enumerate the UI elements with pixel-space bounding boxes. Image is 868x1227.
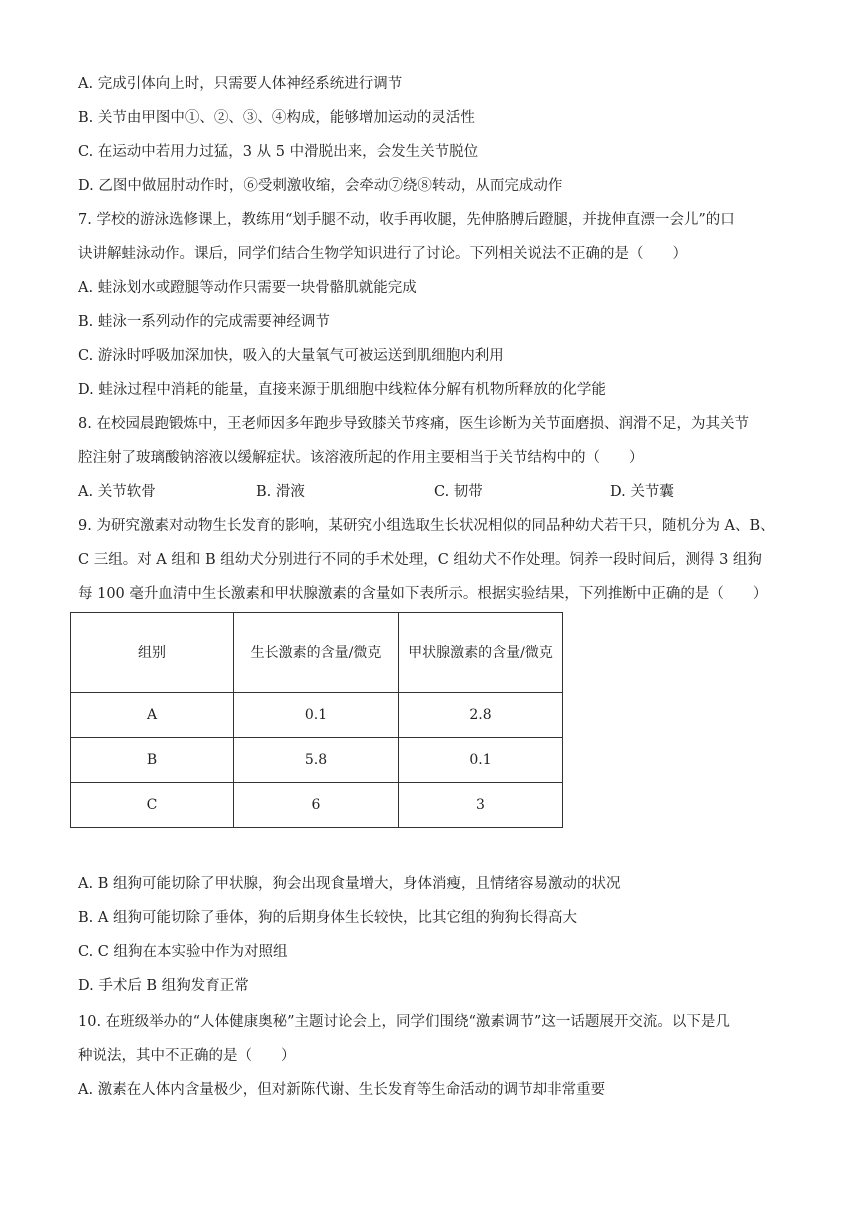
q7-stem-line-1: 7. 学校的游泳选修课上，教练用“划手腿不动，收手再收腿，先伸胳膊后蹬腿，并拢伸直漂一会儿”的口 [78,212,735,228]
table-header-cell: 甲状腺激素的含量/微克 [399,613,563,693]
table-cell: 6 [234,783,399,828]
q7-option-c: C. 游泳时呼吸加深加快，吸入的大量氧气可被运送到肌细胞内利用 [78,348,504,364]
hormone-table [70,612,563,828]
q9-option-b: B. A 组狗可能切除了垂体，狗的后期身体生长较快，比其它组的狗狗长得高大 [78,910,577,926]
q7-stem-line-2: 诀讲解蛙泳动作。课后，同学们结合生物学知识进行了讨论。下列相关说法不正确的是（ ） [78,246,687,262]
q9-option-d: D. 手术后 B 组狗发育正常 [78,978,249,994]
q8-option-b: B. 滑液 [256,484,305,500]
q7-option-d: D. 蛙泳过程中消耗的能量，直接来源于肌细胞中线粒体分解有机物所释放的化学能 [78,382,606,398]
q7-option-a: A. 蛙泳划水或蹬腿等动作只需要一块骨骼肌就能完成 [78,280,417,296]
q6-option-c: C. 在运动中若用力过猛，3 从 5 中滑脱出来，会发生关节脱位 [78,144,479,160]
table-cell: 5.8 [234,738,399,783]
table-cell: 3 [399,783,563,828]
q10-stem-line-1: 10. 在班级举办的“人体健康奥秘”主题讨论会上，同学们围绕“激素调节”这一话题展开交流。以下是几 [78,1014,730,1030]
q6-option-d: D. 乙图中做屈肘动作时，⑥受刺激收缩，会牵动⑦绕⑧转动，从而完成动作 [78,178,563,194]
q9-stem-line-1: 9. 为研究激素对动物生长发育的影响，某研究小组选取生长状况相似的同品种幼犬若干只，随机分为 A、B、 [78,518,775,534]
q8-stem-line-1: 8. 在校园晨跑锻炼中，王老师因多年跑步导致膝关节疼痛，医生诊断为关节面磨损、润滑不足，为其关节 [78,416,749,432]
table-header-row [71,613,563,693]
q8-stem-line-2: 腔注射了玻璃酸钠溶液以缓解症状。该溶液所起的作用主要相当于关节结构中的（ ） [78,450,644,466]
q10-stem-line-2: 种说法，其中不正确的是（ ） [78,1048,296,1064]
q6-option-b: B. 关节由甲图中①、②、③、④构成，能够增加运动的灵活性 [78,110,475,126]
q6-option-a: A. 完成引体向上时，只需要人体神经系统进行调节 [78,76,403,92]
table-cell: 0.1 [399,738,563,783]
q10-option-a: A. 激素在人体内含量极少，但对新陈代谢、生长发育等生命活动的调节却非常重要 [78,1082,606,1098]
table-cell: A [71,693,234,738]
table-row [71,783,563,828]
q9-option-c: C. C 组狗在本实验中作为对照组 [78,944,288,960]
table-header-cell: 组别 [71,613,234,693]
q8-option-a: A. 关节软骨 [78,484,156,500]
q9-stem-line-3: 每 100 毫升血清中生长激素和甲状腺激素的含量如下表所示。根据实验结果，下列推断中正确的是（ ） [78,586,768,602]
q8-option-d: D. 关节囊 [610,484,674,500]
table-cell: 2.8 [399,693,563,738]
table-cell: 0.1 [234,693,399,738]
table-row [71,693,563,738]
table-cell: C [71,783,234,828]
q8-option-c: C. 韧带 [434,484,483,500]
q7-option-b: B. 蛙泳一系列动作的完成需要神经调节 [78,314,330,330]
table-header-cell: 生长激素的含量/微克 [234,613,399,693]
table-row [71,738,563,783]
q9-stem-line-2: C 三组。对 A 组和 B 组幼犬分别进行不同的手术处理，C 组幼犬不作处理。饲养一段时间后，测得 3 组狗 [78,552,762,568]
q9-option-a: A. B 组狗可能切除了甲状腺，狗会出现食量增大，身体消瘦，且情绪容易激动的状况 [78,876,621,892]
q8-options [78,482,838,502]
table-cell: B [71,738,234,783]
